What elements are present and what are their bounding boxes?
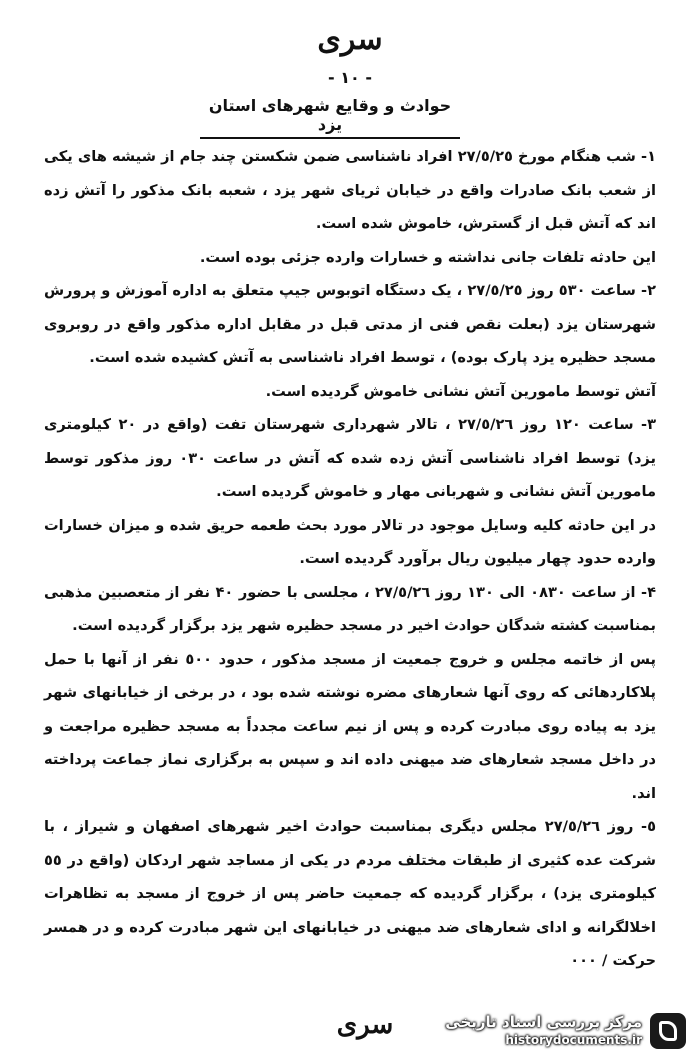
paragraph-3-note: در این حادثه کلیه وسایل موجود در تالار مورد بحث طعمه حریق شده و میزان خسارات وارده حدود چهار میلیون ریال برآورد گردیده است. <box>44 516 656 567</box>
watermark-url: historydocuments.ir <box>505 1033 642 1047</box>
paragraph-2-note: آتش توسط مامورین آتش نشانی خاموش گردیده است. <box>265 382 656 400</box>
paragraph-4: ۴- از ساعت ٠٨٣٠ الی ١٣٠ روز ٢٧/٥/٢٦ ، مجلسی با حضور ۴٠ نفر از متعصبین مذهبی بمناسبت کشته شدگان حوادث اخیر در مسجد حظیره شهر یزد برگزار گردیده است. <box>44 583 656 634</box>
watermark <box>445 1013 686 1049</box>
document-title: حوادث و وقایع شهرهای استان یزد <box>200 96 460 139</box>
paragraph-1-note: این حادثه تلفات جانی نداشته و خسارات وارده جزئی بوده است. <box>199 248 656 266</box>
watermark-org-name: مرکز بررسی اسناد تاریخی <box>445 1013 642 1031</box>
document-body <box>44 140 656 978</box>
watermark-text <box>445 1013 642 1049</box>
paragraph-1: ١- شب هنگام مورخ ٢٧/٥/٢٥ افراد ناشناسی ضمن شکستن چند جام از شیشه های یکی از شعب بانک صادرات واقع در خیابان ثریای شهر یزد ، شعبه بانک مذکور را آتش زده اند که آتش قبل از گسترش، خاموش شده است. <box>44 148 656 232</box>
paragraph-3: ٣- ساعت ١٢٠ روز ٢٧/٥/٢٦ ، تالار شهرداری شهرستان تفت (واقع در ٢٠ کیلومتری یزد) توسط افراد ناشناسی آتش زده شده که آتش در ساعت ٠٣٠ روز مذکور توسط مامورین آتش نشانی و شهربانی مهار و خاموش گردیده است. <box>44 416 656 500</box>
classification-footer: سری <box>336 1010 394 1040</box>
paragraph-2: ٢- ساعت ٥٣٠ روز ٢٧/٥/٢٥ ، یک دستگاه اتوبوس جیپ متعلق به اداره آموزش و پرورش شهرستان یزد (بعلت نقص فنی از مدتی قبل در مقابل اداره مذکور واقع در روبروی مسجد حظیره یزد پارک بوده) ، توسط افراد ناشناسی به آتش کشیده شده است. <box>44 282 656 366</box>
archive-logo-icon <box>650 1013 686 1049</box>
classification-heading: سری <box>317 22 383 57</box>
paragraph-4-continued: پس از خاتمه مجلس و خروج جمعیت از مسجد مذکور ، حدود ٥٠٠ نفر از آنها با حمل پلاکاردهائی که روی آنها شعارهای مضره نوشته شده بود ، در برخی از خیابانهای شهر یزد به پیاده روی مبادرت کرده و پس از نیم ساعت مجدداً به مسجد حظیره مراجعت و در داخل مسجد شعارهای ضد میهنی داده اند و سپس به برگزاری نماز جماعت پرداخته اند. <box>44 650 656 802</box>
page-number: - ١٠ - <box>328 68 372 87</box>
paragraph-5: ٥- روز ٢٧/٥/٢٦ مجلس دیگری بمناسبت حوادث اخیر شهرهای اصفهان و شیراز ، با شرکت عده کثیری از طبقات مختلف مردم در یکی از مساجد شهر اردکان (واقع در ٥٥ کیلومتری یزد) ، برگزار گردیده که جمعیت حاضر پس از خروج از مسجد به تظاهرات اخلالگرانه و ادای شعارهای ضد میهنی در خیابانهای این شهر مبادرت کرده و در همسر حرکت / ٠٠٠ <box>44 818 657 969</box>
